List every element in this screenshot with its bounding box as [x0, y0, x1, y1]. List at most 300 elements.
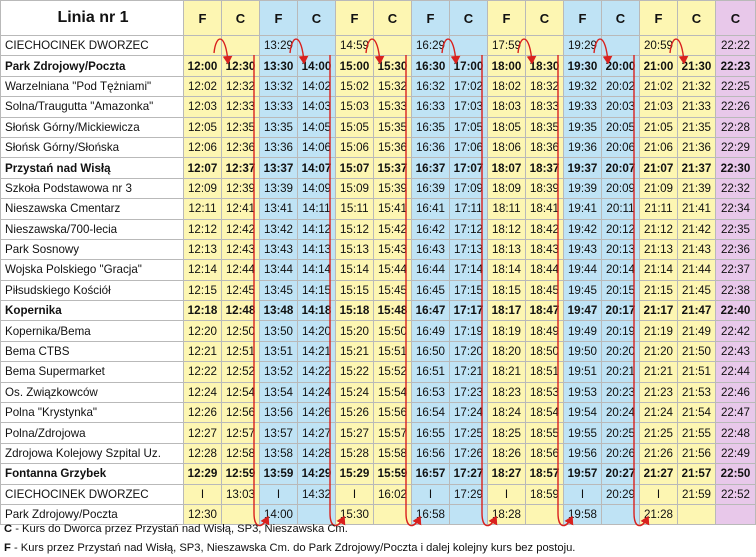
time-cell: 12:54: [222, 382, 260, 402]
stop-name: Fontanna Grzybek: [1, 464, 184, 484]
time-cell: 18:50: [526, 341, 564, 361]
time-cell: 19:29: [564, 36, 602, 56]
time-cell: 18:21: [488, 362, 526, 382]
stop-row: [1, 117, 756, 137]
time-cell: 17:27: [450, 464, 488, 484]
time-cell: 20:13: [602, 239, 640, 259]
time-cell: 15:37: [374, 158, 412, 178]
time-cell: 18:53: [526, 382, 564, 402]
time-cell: 15:35: [374, 117, 412, 137]
time-cell: 18:20: [488, 341, 526, 361]
stop-name: CIECHOCINEK DWORZEC: [1, 484, 184, 504]
time-cell: 13:30: [260, 56, 298, 76]
time-cell: 15:24: [336, 382, 374, 402]
time-cell: 15:54: [374, 382, 412, 402]
time-cell: 21:41: [678, 199, 716, 219]
time-cell: 20:19: [602, 321, 640, 341]
time-cell: 19:43: [564, 239, 602, 259]
time-cell: 19:56: [564, 443, 602, 463]
time-cell: 22:35: [716, 219, 756, 239]
time-cell: 17:03: [450, 97, 488, 117]
time-cell: 20:25: [602, 423, 640, 443]
time-cell: I: [564, 484, 602, 504]
time-cell: 21:32: [678, 76, 716, 96]
stop-row: [1, 362, 756, 382]
time-cell: 21:14: [640, 260, 678, 280]
time-cell: 21:59: [678, 484, 716, 504]
stop-row: [1, 443, 756, 463]
time-cell: 12:21: [184, 341, 222, 361]
stop-row: [1, 403, 756, 423]
time-cell: 22:49: [716, 443, 756, 463]
time-cell: 18:47: [526, 301, 564, 321]
time-cell: 16:42: [412, 219, 450, 239]
time-cell: 15:21: [336, 341, 374, 361]
time-cell: 13:35: [260, 117, 298, 137]
time-cell: 15:15: [336, 280, 374, 300]
time-cell: 16:35: [412, 117, 450, 137]
time-cell: 14:21: [298, 341, 336, 361]
time-cell: 12:42: [222, 219, 260, 239]
time-cell: 18:17: [488, 301, 526, 321]
time-cell: 15:48: [374, 301, 412, 321]
time-cell: 22:34: [716, 199, 756, 219]
time-cell: 19:58: [564, 504, 602, 524]
time-cell: [374, 36, 412, 56]
time-cell: 21:50: [678, 341, 716, 361]
time-cell: 17:17: [450, 301, 488, 321]
note-f-key: F: [4, 542, 11, 554]
stop-name: Słońsk Górny/Słońska: [1, 137, 184, 157]
time-cell: 21:20: [640, 341, 678, 361]
time-cell: 18:02: [488, 76, 526, 96]
time-cell: 18:07: [488, 158, 526, 178]
time-cell: 21:13: [640, 239, 678, 259]
stop-name: Piłsudskiego Kościół: [1, 280, 184, 300]
stop-row: [1, 137, 756, 157]
time-cell: I: [184, 484, 222, 504]
time-cell: 15:12: [336, 219, 374, 239]
time-cell: 18:56: [526, 443, 564, 463]
time-cell: 12:05: [184, 117, 222, 137]
time-cell: 14:22: [298, 362, 336, 382]
time-cell: 21:55: [678, 423, 716, 443]
time-cell: 18:45: [526, 280, 564, 300]
time-cell: 13:56: [260, 403, 298, 423]
time-cell: 19:47: [564, 301, 602, 321]
column-header: F: [412, 1, 450, 36]
time-cell: 18:55: [526, 423, 564, 443]
time-cell: 13:51: [260, 341, 298, 361]
time-cell: 16:55: [412, 423, 450, 443]
time-cell: 13:39: [260, 178, 298, 198]
time-cell: 20:11: [602, 199, 640, 219]
time-cell: 13:59: [260, 464, 298, 484]
time-cell: 15:52: [374, 362, 412, 382]
stop-name: Przystań nad Wisłą: [1, 158, 184, 178]
time-cell: 15:58: [374, 443, 412, 463]
time-cell: 12:45: [222, 280, 260, 300]
stop-row: [1, 36, 756, 56]
time-cell: 21:33: [678, 97, 716, 117]
time-cell: 16:41: [412, 199, 450, 219]
column-header: C: [374, 1, 412, 36]
time-cell: 15:27: [336, 423, 374, 443]
time-cell: 15:07: [336, 158, 374, 178]
time-cell: 14:27: [298, 423, 336, 443]
time-cell: 15:30: [374, 56, 412, 76]
time-cell: 17:21: [450, 362, 488, 382]
time-cell: [374, 504, 412, 524]
time-cell: 21:15: [640, 280, 678, 300]
time-cell: 12:02: [184, 76, 222, 96]
time-cell: 22:52: [716, 484, 756, 504]
time-cell: 19:39: [564, 178, 602, 198]
time-cell: 22:47: [716, 403, 756, 423]
header-row: [1, 1, 756, 36]
note-c-key: C: [4, 523, 13, 535]
time-cell: 15:42: [374, 219, 412, 239]
time-cell: 21:03: [640, 97, 678, 117]
time-cell: 21:06: [640, 137, 678, 157]
time-cell: [526, 36, 564, 56]
time-cell: 18:05: [488, 117, 526, 137]
time-cell: 17:29: [450, 484, 488, 504]
time-cell: 15:41: [374, 199, 412, 219]
stop-row: [1, 382, 756, 402]
time-cell: 16:43: [412, 239, 450, 259]
time-cell: 12:57: [222, 423, 260, 443]
time-cell: 12:51: [222, 341, 260, 361]
time-cell: I: [260, 484, 298, 504]
column-header: C: [222, 1, 260, 36]
time-cell: 17:09: [450, 178, 488, 198]
time-cell: 15:22: [336, 362, 374, 382]
time-cell: 19:30: [564, 56, 602, 76]
time-cell: 18:43: [526, 239, 564, 259]
time-cell: 20:12: [602, 219, 640, 239]
time-cell: 15:18: [336, 301, 374, 321]
time-cell: 21:49: [678, 321, 716, 341]
time-cell: 12:44: [222, 260, 260, 280]
stop-name: Polna "Krystynka": [1, 403, 184, 423]
column-header: C: [450, 1, 488, 36]
time-cell: 19:54: [564, 403, 602, 423]
time-cell: 13:03: [222, 484, 260, 504]
time-cell: 16:54: [412, 403, 450, 423]
time-cell: 22:22: [716, 36, 756, 56]
time-cell: 12:24: [184, 382, 222, 402]
time-cell: 22:46: [716, 382, 756, 402]
time-cell: 18:51: [526, 362, 564, 382]
time-cell: 22:26: [716, 97, 756, 117]
time-cell: 19:35: [564, 117, 602, 137]
time-cell: 14:18: [298, 301, 336, 321]
time-cell: 18:24: [488, 403, 526, 423]
stop-row: [1, 280, 756, 300]
time-cell: 15:57: [374, 423, 412, 443]
time-cell: 20:02: [602, 76, 640, 96]
time-cell: 22:38: [716, 280, 756, 300]
time-cell: 13:54: [260, 382, 298, 402]
time-cell: 15:26: [336, 403, 374, 423]
time-cell: 20:21: [602, 362, 640, 382]
time-cell: [222, 504, 260, 524]
time-cell: 21:36: [678, 137, 716, 157]
time-cell: 17:02: [450, 76, 488, 96]
column-header: C: [298, 1, 336, 36]
time-cell: [602, 36, 640, 56]
stop-name: Słońsk Górny/Mickiewicza: [1, 117, 184, 137]
time-cell: 21:28: [640, 504, 678, 524]
time-cell: 22:43: [716, 341, 756, 361]
time-cell: 15:20: [336, 321, 374, 341]
time-cell: 14:09: [298, 178, 336, 198]
time-cell: 13:41: [260, 199, 298, 219]
time-cell: 12:11: [184, 199, 222, 219]
line-title: Linia nr 1: [1, 1, 184, 36]
time-cell: 21:39: [678, 178, 716, 198]
time-cell: 12:15: [184, 280, 222, 300]
time-cell: 17:11: [450, 199, 488, 219]
time-cell: 16:37: [412, 158, 450, 178]
time-cell: 18:06: [488, 137, 526, 157]
time-cell: 12:13: [184, 239, 222, 259]
time-cell: 21:43: [678, 239, 716, 259]
time-cell: [298, 36, 336, 56]
time-cell: 20:15: [602, 280, 640, 300]
time-cell: 18:37: [526, 158, 564, 178]
time-cell: 21:19: [640, 321, 678, 341]
time-cell: 18:49: [526, 321, 564, 341]
time-cell: 18:44: [526, 260, 564, 280]
time-cell: 22:30: [716, 158, 756, 178]
time-cell: [678, 36, 716, 56]
time-cell: 16:50: [412, 341, 450, 361]
time-cell: 18:09: [488, 178, 526, 198]
stop-name: Kopernika: [1, 301, 184, 321]
time-cell: 12:43: [222, 239, 260, 259]
time-cell: [716, 504, 756, 524]
time-cell: 19:33: [564, 97, 602, 117]
column-header: F: [260, 1, 298, 36]
time-cell: 12:58: [222, 443, 260, 463]
time-cell: 22:28: [716, 117, 756, 137]
time-cell: 16:02: [374, 484, 412, 504]
time-cell: 13:52: [260, 362, 298, 382]
time-cell: 20:09: [602, 178, 640, 198]
stop-row: [1, 423, 756, 443]
stop-row: [1, 341, 756, 361]
time-cell: 13:48: [260, 301, 298, 321]
column-header: F: [184, 1, 222, 36]
time-cell: 18:00: [488, 56, 526, 76]
time-cell: 22:42: [716, 321, 756, 341]
time-cell: 15:33: [374, 97, 412, 117]
time-cell: [298, 504, 336, 524]
time-cell: 20:59: [640, 36, 678, 56]
time-cell: 19:49: [564, 321, 602, 341]
time-cell: 21:56: [678, 443, 716, 463]
time-cell: 21:07: [640, 158, 678, 178]
time-cell: 22:50: [716, 464, 756, 484]
time-cell: 22:25: [716, 76, 756, 96]
time-cell: 12:39: [222, 178, 260, 198]
time-cell: 17:13: [450, 239, 488, 259]
time-cell: 20:17: [602, 301, 640, 321]
time-cell: 18:59: [526, 484, 564, 504]
stop-row: [1, 239, 756, 259]
time-cell: 17:15: [450, 280, 488, 300]
time-cell: 21:30: [678, 56, 716, 76]
time-cell: 13:50: [260, 321, 298, 341]
time-cell: 12:12: [184, 219, 222, 239]
time-cell: 19:44: [564, 260, 602, 280]
time-cell: 16:51: [412, 362, 450, 382]
time-cell: 18:13: [488, 239, 526, 259]
time-cell: 12:20: [184, 321, 222, 341]
time-cell: 19:42: [564, 219, 602, 239]
time-cell: 15:50: [374, 321, 412, 341]
stop-row: [1, 97, 756, 117]
time-cell: 21:37: [678, 158, 716, 178]
time-cell: 17:00: [450, 56, 488, 76]
time-cell: 21:45: [678, 280, 716, 300]
time-cell: 21:05: [640, 117, 678, 137]
time-cell: 15:13: [336, 239, 374, 259]
time-cell: I: [488, 484, 526, 504]
column-header: C: [526, 1, 564, 36]
time-cell: 21:09: [640, 178, 678, 198]
time-cell: 18:32: [526, 76, 564, 96]
time-cell: 21:47: [678, 301, 716, 321]
time-cell: 20:14: [602, 260, 640, 280]
time-cell: 12:26: [184, 403, 222, 423]
time-cell: 12:22: [184, 362, 222, 382]
time-cell: 15:56: [374, 403, 412, 423]
time-cell: 19:53: [564, 382, 602, 402]
time-cell: 17:14: [450, 260, 488, 280]
time-cell: 14:29: [298, 464, 336, 484]
time-cell: 12:52: [222, 362, 260, 382]
time-cell: 21:42: [678, 219, 716, 239]
time-cell: 21:12: [640, 219, 678, 239]
time-cell: 15:28: [336, 443, 374, 463]
time-cell: 14:02: [298, 76, 336, 96]
stop-row: [1, 199, 756, 219]
time-cell: I: [640, 484, 678, 504]
time-cell: 14:24: [298, 382, 336, 402]
time-cell: 21:57: [678, 464, 716, 484]
stop-name: Os. Związkowców: [1, 382, 184, 402]
stop-row: [1, 76, 756, 96]
time-cell: 20:20: [602, 341, 640, 361]
note-f: [4, 542, 575, 554]
stop-row: [1, 321, 756, 341]
column-header: F: [336, 1, 374, 36]
time-cell: 18:26: [488, 443, 526, 463]
stop-row: [1, 158, 756, 178]
time-cell: 13:42: [260, 219, 298, 239]
time-cell: 20:07: [602, 158, 640, 178]
time-cell: 18:39: [526, 178, 564, 198]
time-cell: 22:29: [716, 137, 756, 157]
time-cell: 13:32: [260, 76, 298, 96]
time-cell: [450, 504, 488, 524]
time-cell: 21:00: [640, 56, 678, 76]
time-cell: 15:32: [374, 76, 412, 96]
time-cell: 12:50: [222, 321, 260, 341]
time-cell: 14:06: [298, 137, 336, 157]
column-header: C: [678, 1, 716, 36]
time-cell: 16:32: [412, 76, 450, 96]
time-cell: 17:07: [450, 158, 488, 178]
time-cell: 16:29: [412, 36, 450, 56]
time-cell: [678, 504, 716, 524]
time-cell: 20:26: [602, 443, 640, 463]
time-cell: 17:59: [488, 36, 526, 56]
time-cell: 18:54: [526, 403, 564, 423]
time-cell: 12:29: [184, 464, 222, 484]
stop-row: [1, 178, 756, 198]
time-cell: 15:51: [374, 341, 412, 361]
stop-name: Bema CTBS: [1, 341, 184, 361]
column-header: C: [602, 1, 640, 36]
time-cell: 21:44: [678, 260, 716, 280]
time-cell: 17:20: [450, 341, 488, 361]
time-cell: 19:36: [564, 137, 602, 157]
stop-name: Warzelniana "Pod Tężniami": [1, 76, 184, 96]
stop-row: [1, 301, 756, 321]
stop-name: Solna/Traugutta "Amazonka": [1, 97, 184, 117]
stop-row: [1, 504, 756, 524]
stop-name: Park Zdrojowy/Poczta: [1, 56, 184, 76]
time-cell: 21:02: [640, 76, 678, 96]
time-cell: 13:45: [260, 280, 298, 300]
time-cell: 22:32: [716, 178, 756, 198]
time-cell: 21:24: [640, 403, 678, 423]
time-cell: 20:27: [602, 464, 640, 484]
time-cell: 13:36: [260, 137, 298, 157]
time-cell: [450, 36, 488, 56]
time-cell: 14:28: [298, 443, 336, 463]
time-cell: 16:58: [412, 504, 450, 524]
time-cell: 17:24: [450, 403, 488, 423]
stop-row: [1, 219, 756, 239]
time-cell: I: [412, 484, 450, 504]
time-cell: 15:45: [374, 280, 412, 300]
time-cell: 21:17: [640, 301, 678, 321]
time-cell: 19:37: [564, 158, 602, 178]
time-cell: 18:36: [526, 137, 564, 157]
time-cell: 16:30: [412, 56, 450, 76]
time-cell: 13:58: [260, 443, 298, 463]
stop-name: Nieszawska Cmentarz: [1, 199, 184, 219]
time-cell: 15:06: [336, 137, 374, 157]
time-cell: 15:00: [336, 56, 374, 76]
time-cell: 15:09: [336, 178, 374, 198]
time-cell: 13:33: [260, 97, 298, 117]
time-cell: 21:27: [640, 464, 678, 484]
time-cell: 12:35: [222, 117, 260, 137]
time-cell: 15:30: [336, 504, 374, 524]
time-cell: 15:05: [336, 117, 374, 137]
time-cell: 17:12: [450, 219, 488, 239]
time-cell: 22:44: [716, 362, 756, 382]
time-cell: 14:12: [298, 219, 336, 239]
time-cell: 12:18: [184, 301, 222, 321]
time-cell: [602, 504, 640, 524]
